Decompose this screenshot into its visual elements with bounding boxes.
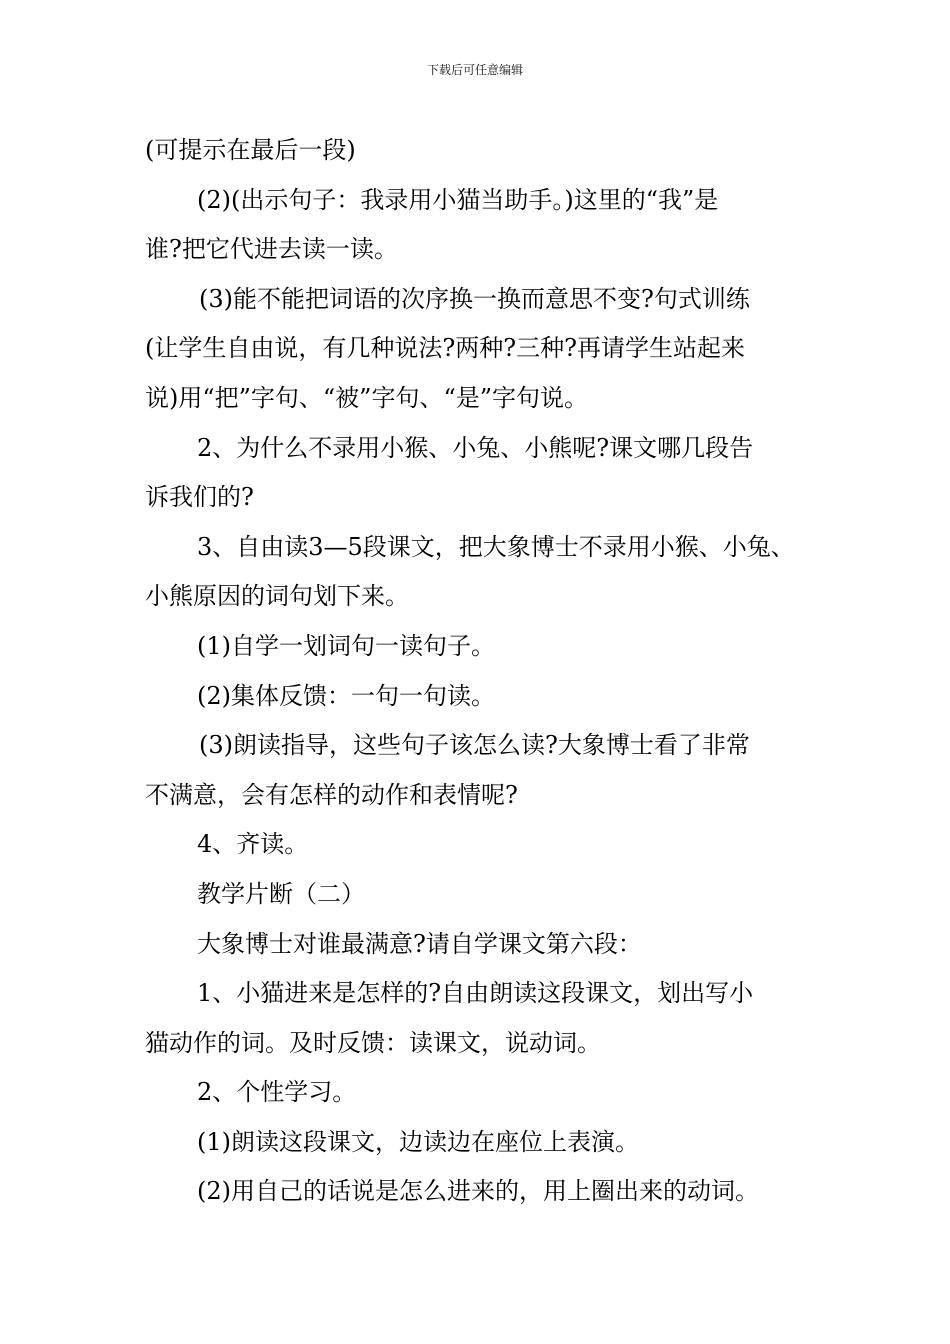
text-line: 猫动作的词。及时反馈：读课文，说动词。 [145, 1028, 601, 1057]
text-line: (2)用自己的话说是怎么进来的，用上圈出来的动词。 [197, 1177, 759, 1206]
text-line: 2、个性学习。 [197, 1078, 357, 1107]
text-line: 2、为什么不录用小猴、小兔、小熊呢?课文哪几段告 [197, 433, 754, 462]
text-line: (2)集体反馈：一句一句读。 [197, 681, 495, 710]
document-body [145, 126, 845, 1217]
text-line: 说)用“把”字句、“被”字句、“是”字句说。 [145, 383, 588, 412]
text-line: 不满意，会有怎样的动作和表情呢? [145, 780, 518, 809]
text-line: 4、齐读。 [197, 830, 309, 859]
page-header: 下载后可任意编辑 [426, 63, 523, 77]
text-line: (1)自学一划词句一读句子。 [197, 631, 495, 660]
text-line: 小熊原因的词句划下来。 [145, 582, 409, 611]
text-line: 1、小猫进来是怎样的?自由朗读这段课文，划出写小 [197, 979, 754, 1008]
text-line: (1)朗读这段课文，边读边在座位上表演。 [197, 1127, 639, 1156]
text-line: 3、自由读3—5段课文，把大象博士不录用小猴、小兔、 [197, 532, 795, 561]
text-line: 谁?把它代进去读一读。 [145, 235, 398, 264]
text-line: (让学生自由说，有几种说法?两种?三种?再请学生站起来 [145, 334, 745, 363]
text-line: (3)能不能把词语的次序换一换而意思不变?句式训练 [199, 284, 750, 313]
text-line: (3)朗读指导，这些句子该怎么读?大象博士看了非常 [199, 731, 750, 760]
text-line: 大象博士对谁最满意?请自学课文第六段： [197, 929, 642, 958]
section-heading: 教学片断（二） [197, 879, 365, 908]
text-line: (2)(出示句子：我录用小猫当助手。)这里的“我”是 [197, 185, 719, 214]
text-line: 诉我们的? [145, 483, 254, 512]
text-line: (可提示在最后一段) [145, 136, 356, 164]
